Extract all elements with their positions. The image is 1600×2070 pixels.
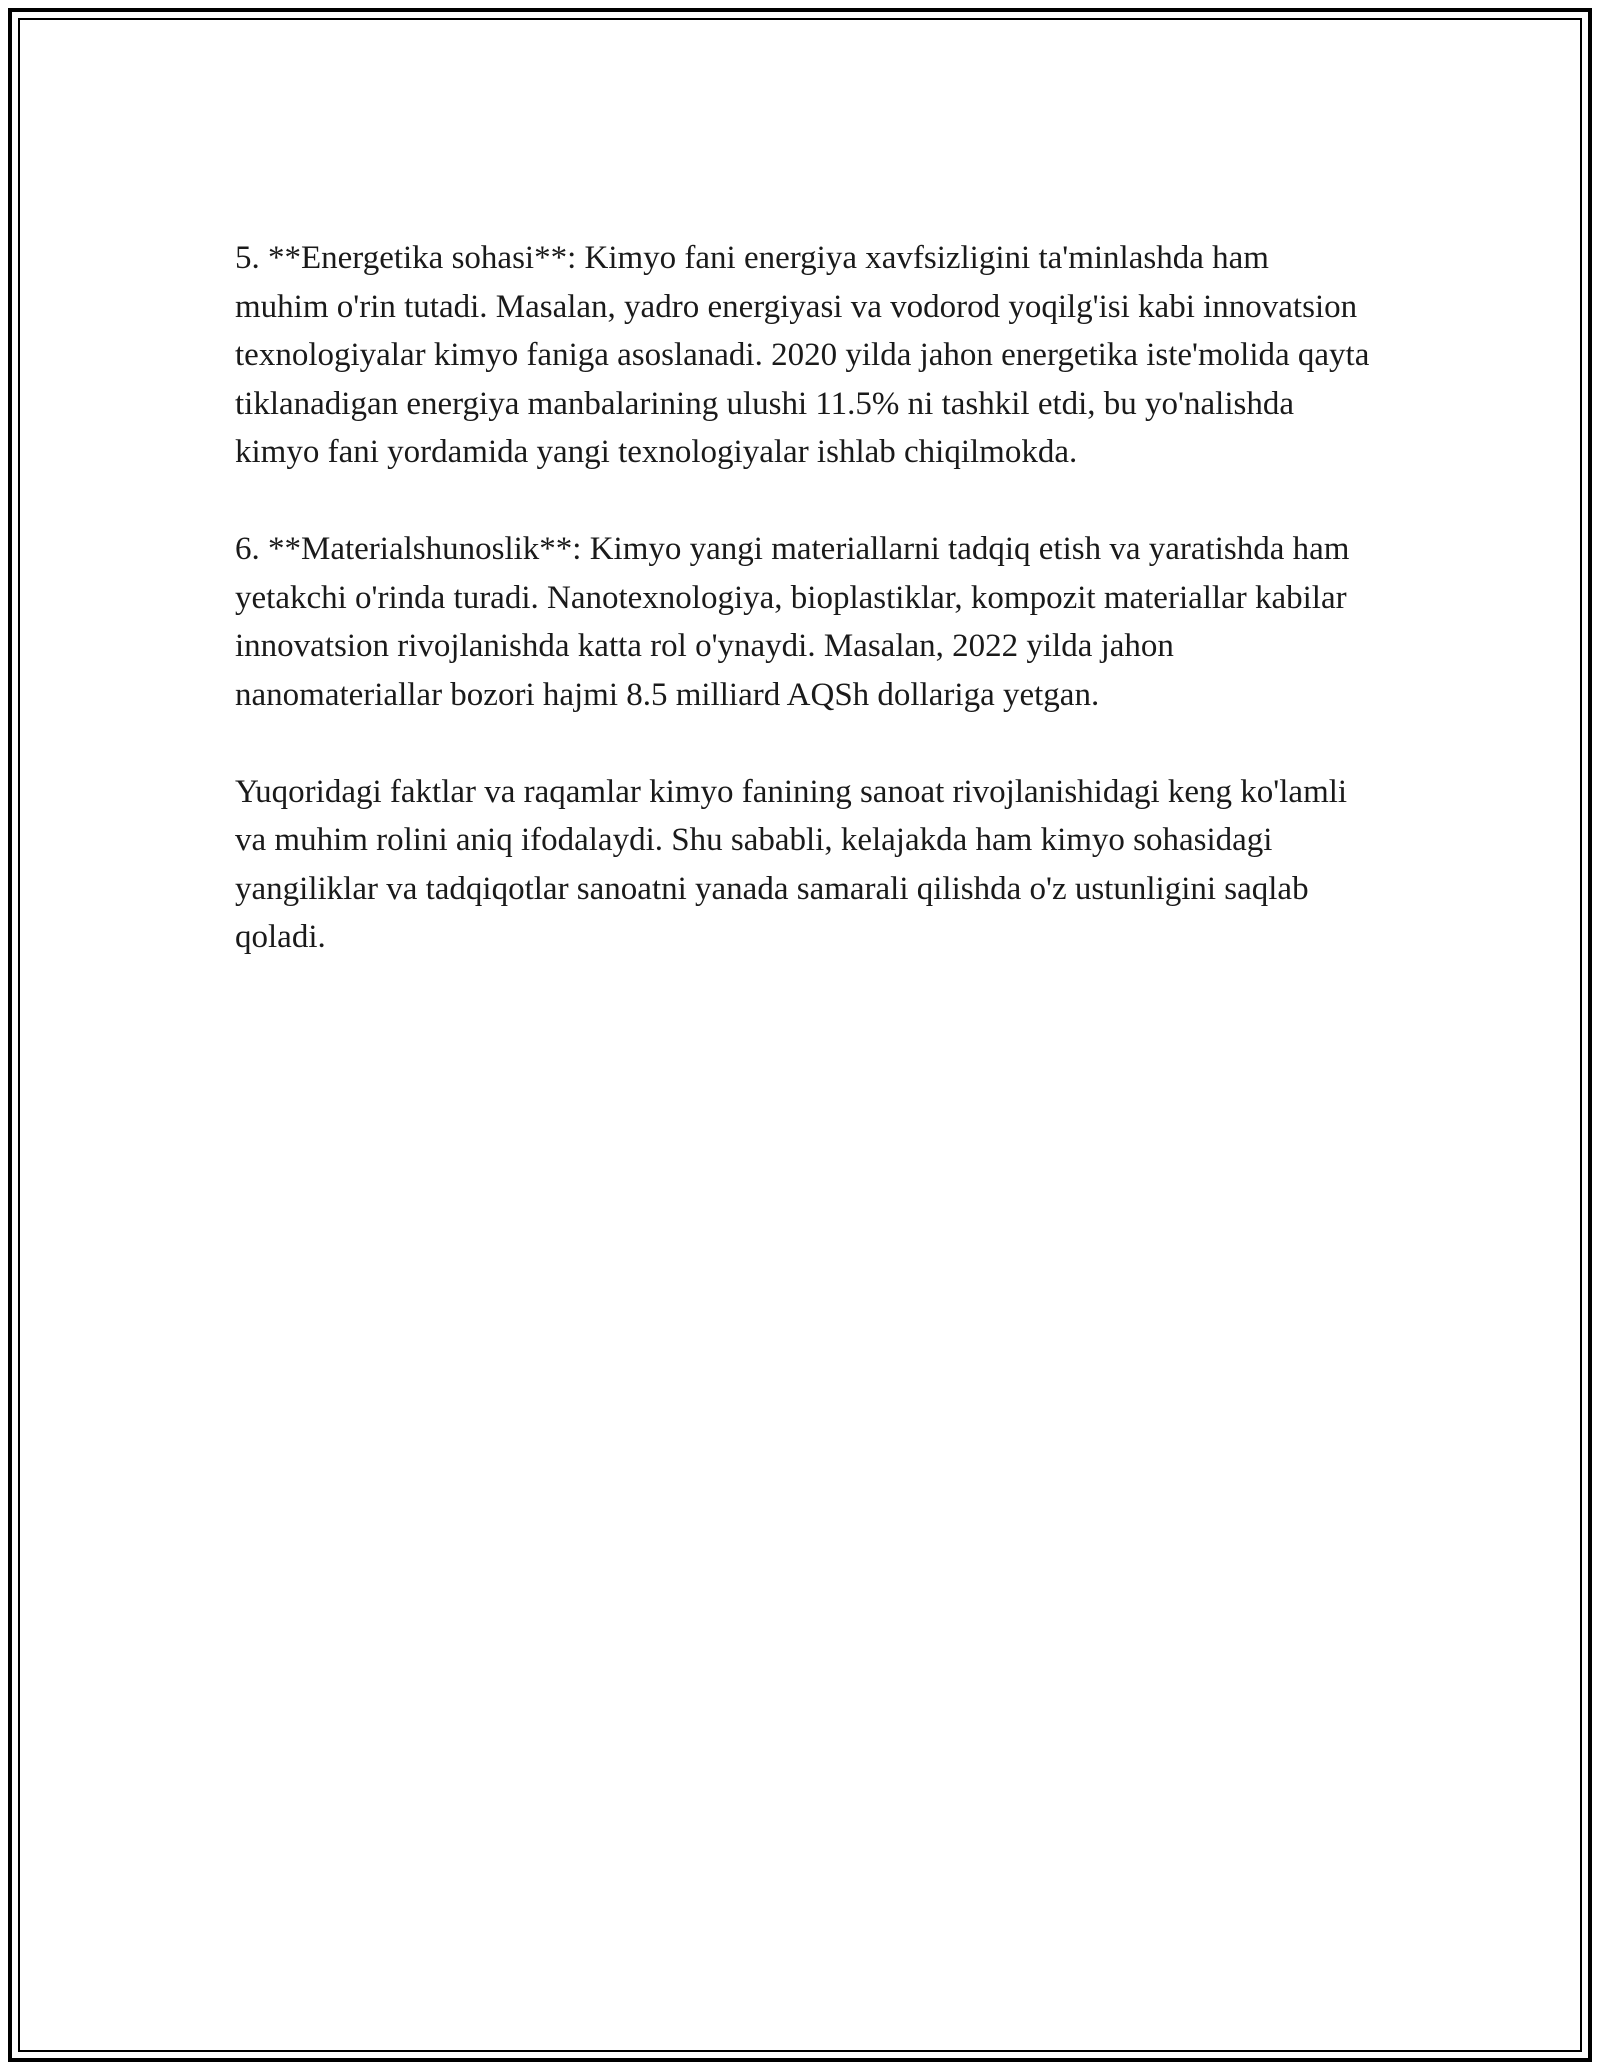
document-body (235, 234, 1370, 962)
paragraph-conclusion: Yuqoridagi faktlar va raqamlar kimyo fanining sanoat rivojlanishidagi keng ko'lamli va muhim rolini aniq ifodalaydi. Shu sababli, kelajakda ham kimyo sohasidagi yangiliklar va tadqiqotlar sanoatni yanada samarali qilishda o'z ustunligini saqlab qoladi. (235, 773, 1348, 955)
paragraph-energetika: 5. **Energetika sohasi**: Kimyo fani energiya xavfsizligini ta'minlashda ham muhim o'rin tutadi. Masalan, yadro energiyasi va vodorod yoqilg'isi kabi innovatsion texnologiyalar kimyo faniga asoslanadi. 2020 yilda jahon energetika iste'molida qayta tiklanadigan energiya manbalarining ulushi 11.5% ni tashkil etdi, bu yo'nalishda kimyo fani yordamida yangi texnologiyalar ishlab chiqilmokda. (235, 240, 1370, 470)
paragraph-materialshunoslik: 6. **Materialshunoslik**: Kimyo yangi materiallarni tadqiq etish va yaratishda ham yetakchi o'rinda turadi. Nanotexnologiya, bioplastiklar, kompozit materiallar kabilar innovatsion rivojlanishda katta rol o'ynaydi. Masalan, 2022 yilda jahon nanomateriallar bozori hajmi 8.5 milliard AQSh dollariga yetgan. (235, 531, 1350, 713)
